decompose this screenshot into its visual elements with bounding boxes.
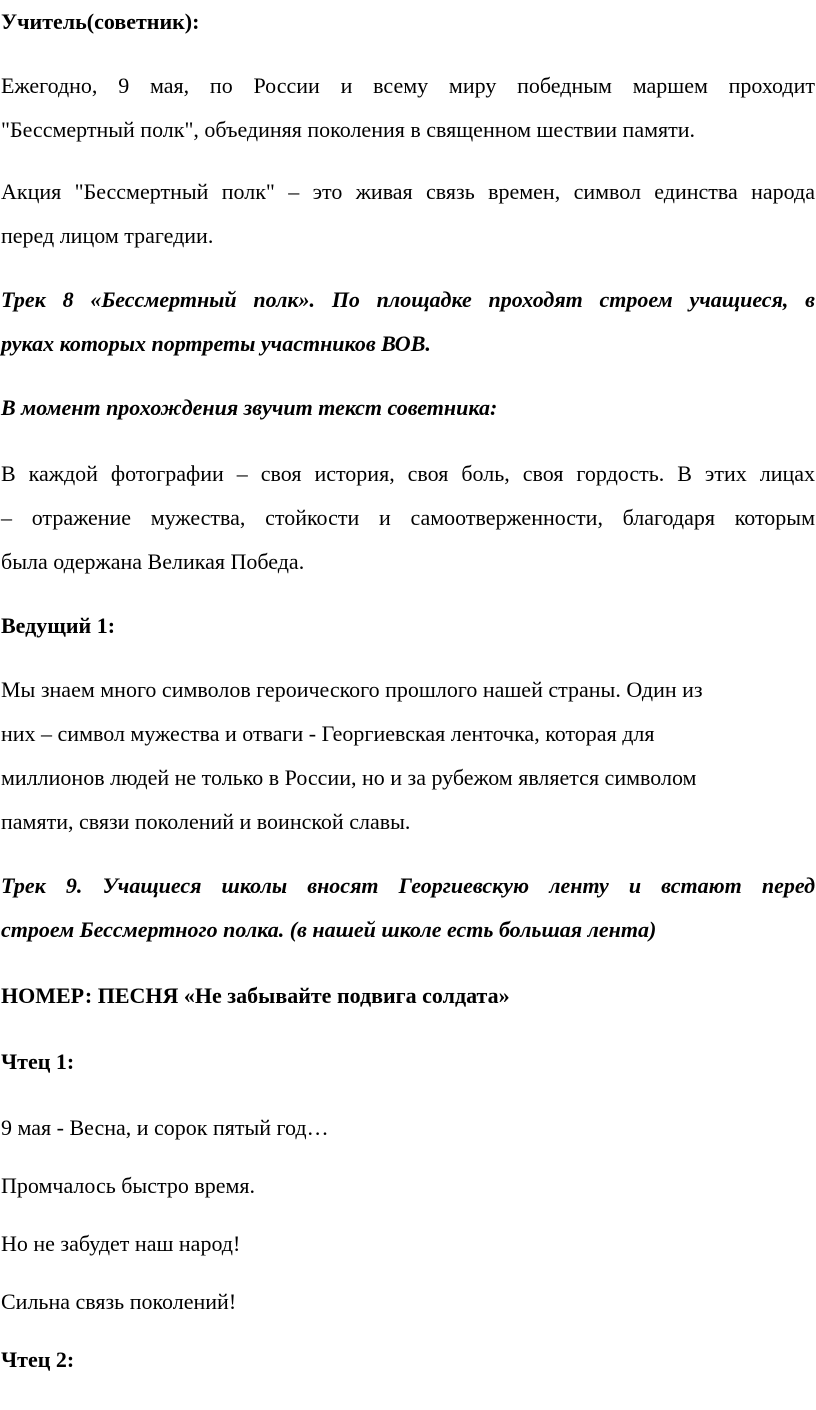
paragraph-line: Трек 8 «Бессмертный полк». По площадке проходят строем учащиеся, в <box>1 287 815 312</box>
teacher-paragraph-2 <box>1 170 815 258</box>
paragraph-line: В каждой фотографии – своя история, своя боль, своя гордость. В этих лицах <box>1 461 815 486</box>
paragraph-line: Ежегодно, 9 мая, по России и всему миру победным маршем проходит <box>1 73 815 98</box>
paragraph-line: Трек 9. Учащиеся школы вносят Георгиевскую ленту и встают перед <box>1 873 815 898</box>
track-8-direction <box>1 278 815 366</box>
poem-line-3: Но не забудет наш народ! <box>1 1231 241 1256</box>
reader-1-heading: Чтец 1: <box>1 1049 75 1074</box>
reader-2-heading: Чтец 2: <box>1 1347 75 1372</box>
paragraph-line: "Бессмертный полк", объединяя поколения в священном шествии памяти. <box>1 117 696 142</box>
paragraph-line: Акция "Бессмертный полк" – это живая связь времен, символ единства народа <box>1 179 815 204</box>
paragraph-line: Мы знаем много символов героического прошлого нашей страны. Один из <box>1 677 703 702</box>
paragraph-line: руках которых портреты участников ВОВ. <box>1 331 431 356</box>
advisor-cue: В момент прохождения звучит текст советника: <box>1 395 498 420</box>
poem-line-2: Промчалось быстро время. <box>1 1173 256 1198</box>
host-1-heading: Ведущий 1: <box>1 613 116 638</box>
paragraph-line: была одержана Великая Победа. <box>1 549 305 574</box>
paragraph-line: перед лицом трагедии. <box>1 223 214 248</box>
paragraph-line: – отражение мужества, стойкости и самоотверженности, благодаря которым <box>1 505 815 530</box>
paragraph-line: памяти, связи поколений и воинской славы. <box>1 809 411 834</box>
paragraph-line: миллионов людей не только в России, но и за рубежом является символом <box>1 765 697 790</box>
teacher-heading: Учитель(советник): <box>1 9 200 34</box>
host-1-text <box>1 668 815 844</box>
track-9-direction <box>1 864 815 952</box>
number-heading: НОМЕР: ПЕСНЯ «Не забывайте подвига солдата» <box>1 983 510 1008</box>
poem-line-1: 9 мая - Весна, и сорок пятый год… <box>1 1115 329 1140</box>
teacher-paragraph-1 <box>1 64 815 152</box>
paragraph-line: них – символ мужества и отваги - Георгиевская ленточка, которая для <box>1 721 655 746</box>
advisor-text <box>1 452 815 584</box>
paragraph-line: строем Бессмертного полка. (в нашей школе есть большая лента) <box>1 917 657 942</box>
poem-line-4: Сильна связь поколений! <box>1 1289 237 1314</box>
